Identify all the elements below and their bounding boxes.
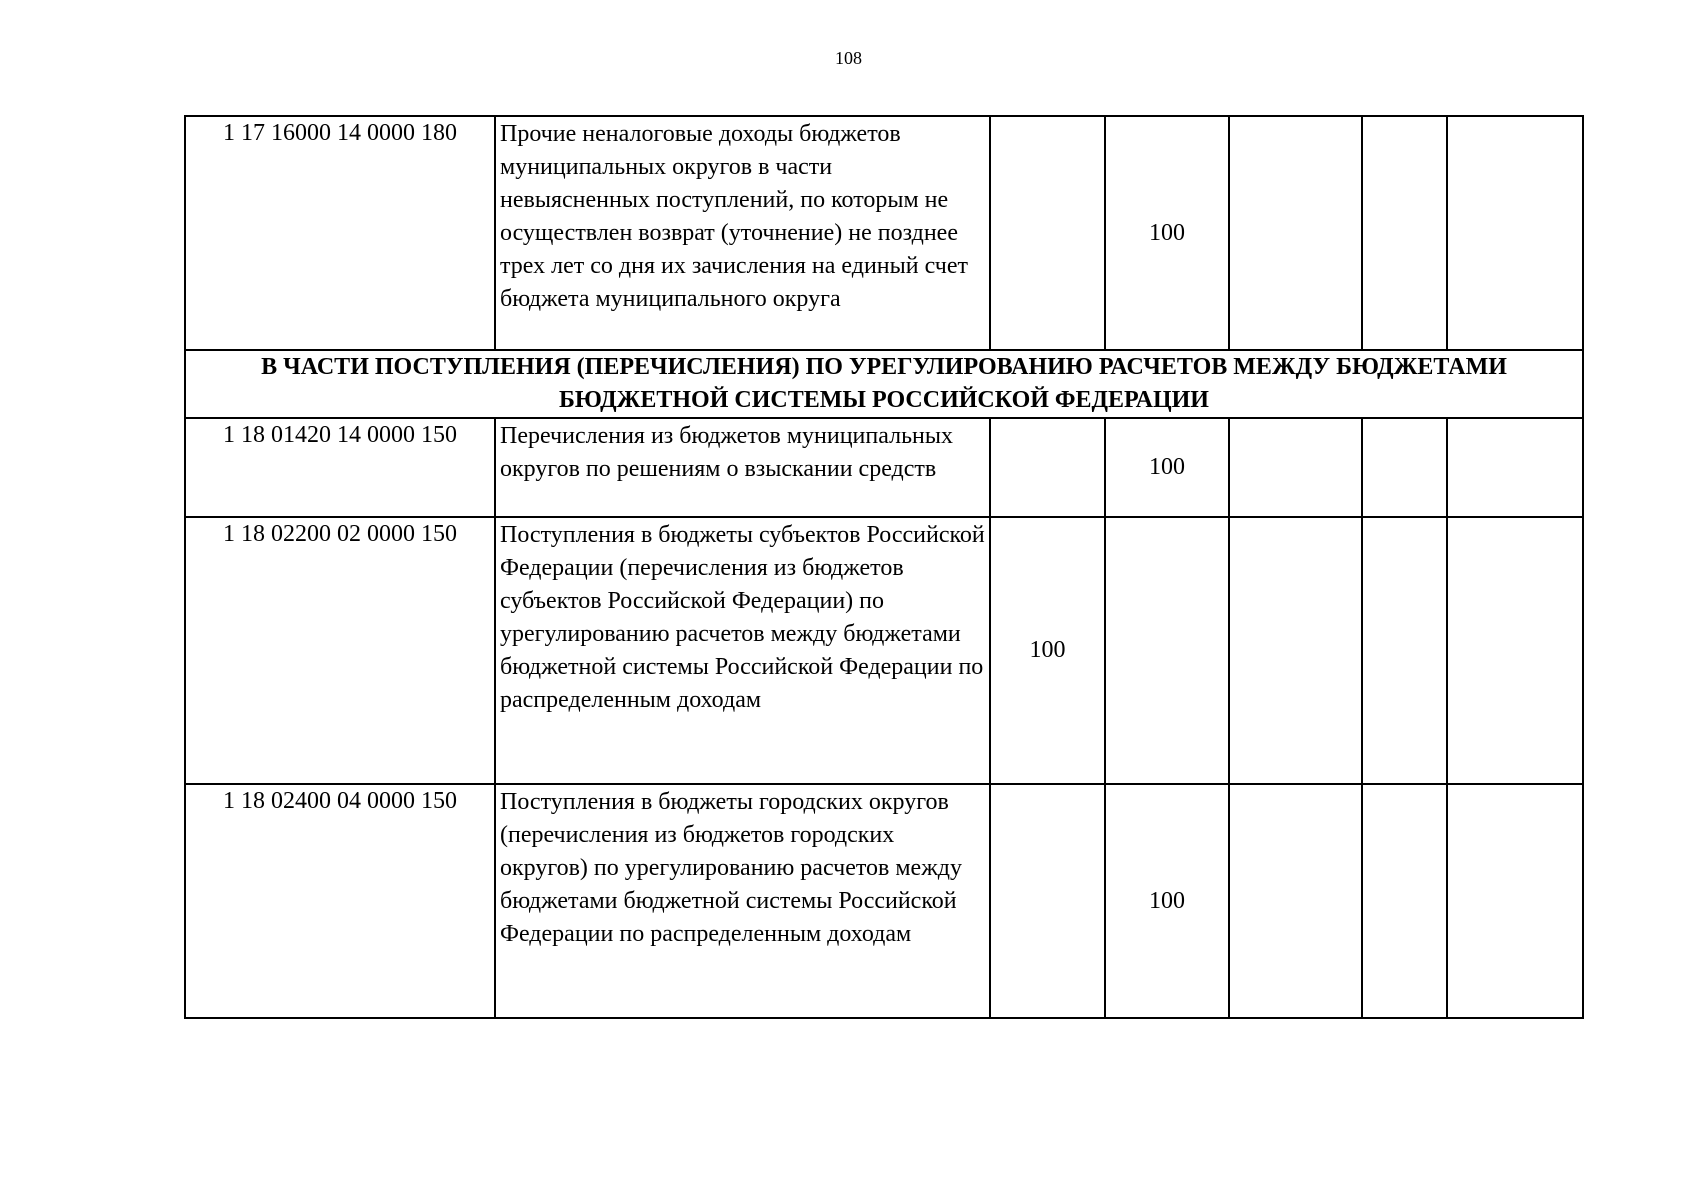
section-header: В ЧАСТИ ПОСТУПЛЕНИЯ (ПЕРЕЧИСЛЕНИЯ) ПО УРЕГУЛИРОВАНИЮ РАСЧЕТОВ МЕЖДУ БЮДЖЕТАМИ БЮДЖЕТНОЙ СИСТЕМЫ РОССИЙСКОЙ ФЕДЕРАЦИИ: [185, 350, 1583, 418]
budget-code-cell: 1 18 02400 04 0000 150: [185, 784, 495, 1018]
value-cell: [1362, 784, 1447, 1018]
budget-code-cell: 1 18 01420 14 0000 150: [185, 418, 495, 517]
value-cell: [1229, 517, 1362, 784]
value-cell: 100: [990, 517, 1105, 784]
section-header-row: [185, 350, 1583, 418]
page-number: 108: [835, 48, 862, 68]
description-cell: Прочие неналоговые доходы бюджетов муниципальных округов в части невыясненных поступлений, по которым не осуществлен возврат (уточнение) не позднее трех лет со дня их зачисления на единый счет бюджета муниципального округа: [495, 116, 990, 350]
budget-code-cell: 1 17 16000 14 0000 180: [185, 116, 495, 350]
value-cell: [1447, 784, 1583, 1018]
table-row: [185, 784, 1583, 1018]
value-cell: [1362, 517, 1447, 784]
value-cell: 100: [1105, 418, 1229, 517]
value-cell: [1105, 517, 1229, 784]
value-cell: [1229, 116, 1362, 350]
description-cell: Поступления в бюджеты субъектов Российской Федерации (перечисления из бюджетов субъектов Российской Федерации) по урегулированию расчетов между бюджетами бюджетной системы Российской Федерации по распределенным доходам: [495, 517, 990, 784]
value-cell: [1229, 418, 1362, 517]
value-cell: [1447, 116, 1583, 350]
description-cell: Поступления в бюджеты городских округов (перечисления из бюджетов городских округов) по урегулированию расчетов между бюджетами бюджетной системы Российской Федерации по распределенным доходам: [495, 784, 990, 1018]
table-row: [185, 418, 1583, 517]
value-cell: [990, 784, 1105, 1018]
value-cell: [1362, 418, 1447, 517]
value-cell: [990, 116, 1105, 350]
value-cell: [1447, 418, 1583, 517]
value-cell: [1447, 517, 1583, 784]
value-cell: [1229, 784, 1362, 1018]
table-row: [185, 517, 1583, 784]
budget-code-cell: 1 18 02200 02 0000 150: [185, 517, 495, 784]
value-cell: [990, 418, 1105, 517]
revenue-distribution-table: [184, 115, 1584, 1019]
value-cell: 100: [1105, 116, 1229, 350]
value-cell: [1362, 116, 1447, 350]
value-cell: 100: [1105, 784, 1229, 1018]
description-cell: Перечисления из бюджетов муниципальных округов по решениям о взыскании средств: [495, 418, 990, 517]
table-row: [185, 116, 1583, 350]
